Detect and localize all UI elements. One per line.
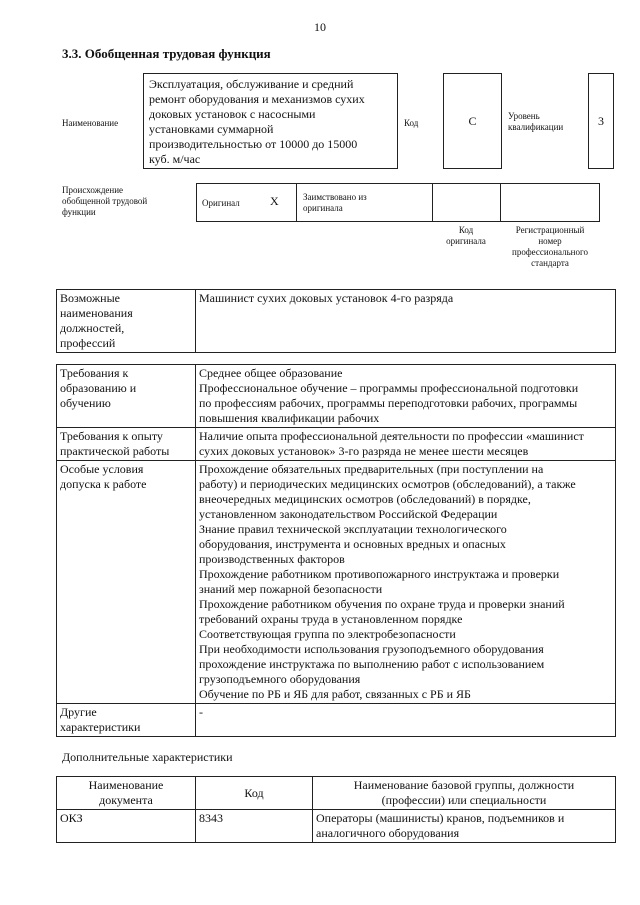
dop-name-line: аналогичного оборудования xyxy=(316,826,460,840)
dop-name-line: Операторы (машинисты) кранов, подъемников и xyxy=(316,811,565,825)
dop-header-doc xyxy=(57,777,196,810)
dolzhnosti-value: Машинист сухих доковых установок 4-го разряда xyxy=(196,290,616,353)
req-value-line: Знание правил технической эксплуатации технологического xyxy=(199,522,507,536)
req-value-line: Среднее общее образование xyxy=(199,366,343,380)
req-value-line: оборудования, инструмента и основных вредных и опасных xyxy=(199,537,506,551)
req-label xyxy=(57,704,196,737)
req-value xyxy=(196,365,616,428)
req-value-line: Прохождение работником противопожарного инструктажа и проверки xyxy=(199,567,560,581)
naimenovanie-box xyxy=(143,73,398,169)
header-line: документа xyxy=(99,793,153,807)
uroven-label-line: Уровень xyxy=(508,111,540,121)
kod-originala-line: оригинала xyxy=(446,236,486,246)
req-value-line: грузоподъемного оборудования xyxy=(199,672,361,686)
naimenovanie-line: установками суммарной xyxy=(149,122,274,136)
req-value-line: Профессиональное обучение – программы профессиональной подготовки xyxy=(199,381,579,395)
req-value-line: требований охраны труда в установленном порядке xyxy=(199,612,463,626)
naimenovanie-line: Эксплуатация, обслуживание и средний xyxy=(149,77,354,91)
req-value-line: прохождение инструктажа по выполнению работ с использованием xyxy=(199,657,545,671)
reg-nomer-line: стандарта xyxy=(531,258,569,268)
header-line: Код xyxy=(244,785,264,800)
header-line: Наименование xyxy=(88,778,164,792)
dolzhnosti-table xyxy=(56,289,616,353)
table-row xyxy=(57,704,616,737)
req-value-line: При необходимости использования грузоподъемного оборудования xyxy=(199,642,544,656)
req-value-line: работу) и периодических медицинских осмотров (обследований), а также xyxy=(199,477,576,491)
uroven-label-line: квалификации xyxy=(508,122,564,132)
dolzhnosti-label-line: наименования xyxy=(60,306,133,320)
req-value-line: Обучение по РБ и ЯБ для работ, связанных с РБ и ЯБ xyxy=(199,687,471,701)
naimenovanie-line: доковых установок с насосными xyxy=(149,107,316,121)
proiskhozhdenie-line: обобщенной трудовой xyxy=(62,196,148,206)
req-label-line: характеристики xyxy=(60,720,141,734)
dolzhnosti-label-line: Возможные xyxy=(60,291,120,305)
req-value xyxy=(196,704,616,737)
origin-box xyxy=(196,183,600,222)
table-row xyxy=(57,365,616,428)
naimenovanie-line: производительностью от 10000 до 15000 xyxy=(149,137,358,151)
dop-header-name xyxy=(313,777,616,810)
dop-cell-doc: ОКЗ xyxy=(57,810,196,843)
req-value-line: производственных факторов xyxy=(199,552,345,566)
req-label-line: практической работы xyxy=(60,444,170,458)
req-value-line: установленном законодательством Российской Федерации xyxy=(199,507,498,521)
proiskhozhdenie-line: Происхождение xyxy=(62,185,124,195)
dop-cell-code: 8343 xyxy=(196,810,313,843)
page-number: 10 xyxy=(314,20,326,34)
dolzhnosti-label-line: должностей, xyxy=(60,321,125,335)
req-value xyxy=(196,428,616,461)
uroven-value: 3 xyxy=(588,73,614,169)
naimenovanie-line: ремонт оборудования и механизмов сухих xyxy=(149,92,365,106)
dop-header-code xyxy=(196,777,313,810)
proiskhozhdenie-line: функции xyxy=(62,207,96,217)
req-value-line: Прохождение обязательных предварительных (при поступлении на xyxy=(199,462,544,476)
header-line: (профессии) или специальности xyxy=(381,793,547,807)
header-line: Наименование базовой группы, должности xyxy=(353,778,575,792)
uroven-label xyxy=(508,111,563,133)
reg-nomer-line: номер xyxy=(538,236,562,246)
req-label-line: Требования к опыту xyxy=(60,429,163,443)
req-label-line: Другие xyxy=(60,705,97,719)
req-value-line: Соответствующая группа по электробезопасности xyxy=(199,627,456,641)
dolzhnosti-label-line: профессий xyxy=(60,336,116,350)
req-value xyxy=(196,461,616,704)
zaimstvovano-label xyxy=(303,192,367,214)
kod-label: Код xyxy=(404,118,419,128)
req-value-line: сухих доковых установок» 3-го разряда не менее шести месяцев xyxy=(199,444,529,458)
req-value-line: Прохождение работником обучения по охране труда и проверки знаний xyxy=(199,597,565,611)
original-mark: X xyxy=(270,194,279,208)
reg-nomer-line: Регистрационный xyxy=(515,225,585,235)
zaimstvovano-line: Заимствовано из xyxy=(303,192,367,202)
proiskhozhdenie-label xyxy=(62,185,147,218)
req-label-line: допуска к работе xyxy=(60,477,147,491)
table-row xyxy=(57,461,616,704)
dop-cell-name xyxy=(313,810,616,843)
naimenovanie-line: куб. м/час xyxy=(149,152,201,166)
table-header-row xyxy=(57,777,616,810)
req-value-line: Наличие опыта профессиональной деятельности по профессии «машинист xyxy=(199,429,584,443)
dolzhnosti-label xyxy=(57,290,196,353)
req-value-line: знаний мер пожарной безопасности xyxy=(199,582,383,596)
req-value-line: внеочередных медицинских осмотров (обследований) в порядке, xyxy=(199,492,531,506)
section-title: 3.3. Обобщенная трудовая функция xyxy=(62,46,271,61)
table-row xyxy=(57,428,616,461)
naimenovanie-label: Наименование xyxy=(62,118,119,128)
req-label xyxy=(57,461,196,704)
reg-nomer-label xyxy=(500,225,600,269)
req-label-line: Особые условия xyxy=(60,462,144,476)
req-value-line: по профессиям рабочих, программы переподготовки рабочих, программы xyxy=(199,396,578,410)
dop-table xyxy=(56,776,616,843)
req-label-line: обучению xyxy=(60,396,111,410)
zaimstvovano-line: оригинала xyxy=(303,203,343,213)
requirements-table xyxy=(56,364,616,737)
kod-value: С xyxy=(443,73,502,169)
req-label xyxy=(57,365,196,428)
req-label-line: Требования к xyxy=(60,366,129,380)
original-label: Оригинал xyxy=(202,198,240,208)
req-label xyxy=(57,428,196,461)
dop-title: Дополнительные характеристики xyxy=(62,750,233,764)
kod-originala-label xyxy=(432,225,500,247)
req-value-line: - xyxy=(199,705,203,719)
table-row xyxy=(57,810,616,843)
req-label-line: образованию и xyxy=(60,381,137,395)
req-value-line: повышения квалификации рабочих xyxy=(199,411,380,425)
table-row xyxy=(57,290,616,353)
reg-nomer-line: профессионального xyxy=(512,247,588,257)
kod-originala-line: Код xyxy=(458,225,474,235)
